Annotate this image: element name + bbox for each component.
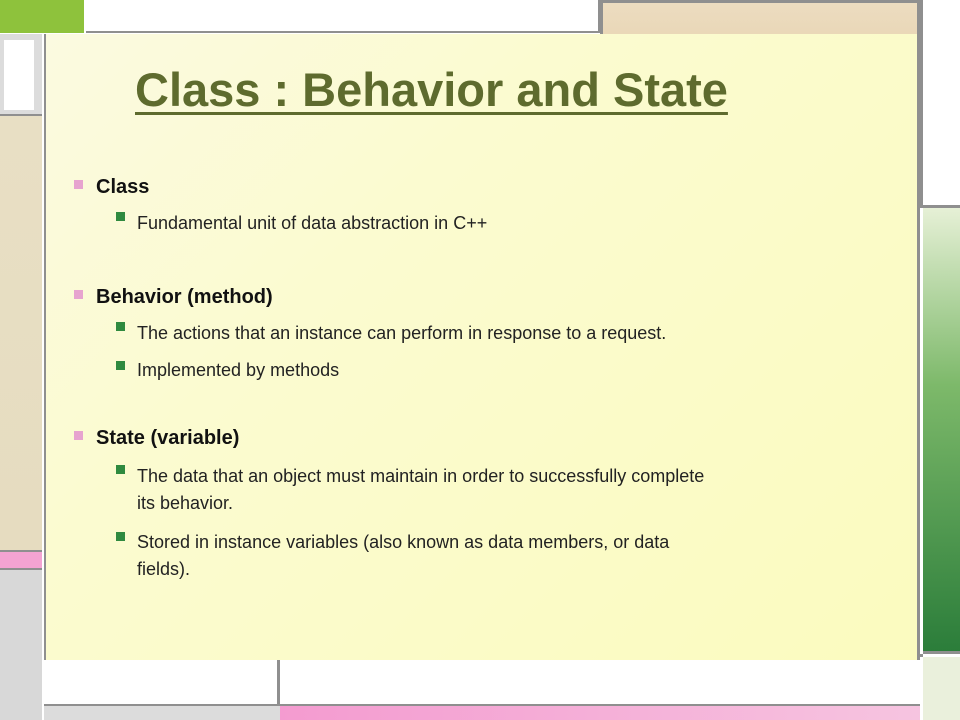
level2-bullet [116, 322, 125, 331]
deco-bottom-grey-strip [44, 704, 280, 720]
level2-bullet [116, 532, 125, 541]
section-heading-class: Class [96, 176, 150, 198]
bullet-state-2-line2: fields). [137, 559, 191, 579]
section-heading-behavior: Behavior (method) [96, 286, 273, 308]
level1-bullet [74, 431, 83, 440]
level2-bullet [116, 212, 125, 221]
slide-title: Class : Behavior and State [135, 63, 728, 116]
bullet-behavior-2: Implemented by methods [137, 360, 340, 380]
deco-top-strip [86, 0, 600, 33]
deco-bottom-pink-strip [280, 704, 920, 720]
level2-bullet [116, 465, 125, 474]
deco-left-white [4, 40, 34, 110]
deco-right-green [923, 208, 960, 654]
deco-left-grey-bottom [0, 570, 42, 720]
deco-green-square [0, 0, 84, 33]
deco-corner-white [920, 0, 960, 208]
level1-bullet [74, 180, 83, 189]
level2-bullet [116, 361, 125, 370]
section-heading-state: State (variable) [96, 427, 240, 449]
bullet-state-2-line1: Stored in instance variables (also known as data members, or data [137, 532, 670, 552]
bullet-state-1-line2: its behavior. [137, 493, 234, 513]
deco-bottom-left-white [44, 660, 280, 706]
bullet-behavior-1: The actions that an instance can perform in response to a request. [137, 323, 667, 343]
deco-right-white-bottom [923, 657, 960, 720]
bullet-class-1: Fundamental unit of data abstraction in C++ [137, 213, 488, 233]
deco-left-pink [0, 550, 42, 570]
bullet-state-1-line1: The data that an object must maintain in order to successfully complete [137, 466, 705, 486]
level1-bullet [74, 290, 83, 299]
deco-left-tan [0, 116, 42, 550]
deco-bottom-mid-white [280, 654, 923, 706]
